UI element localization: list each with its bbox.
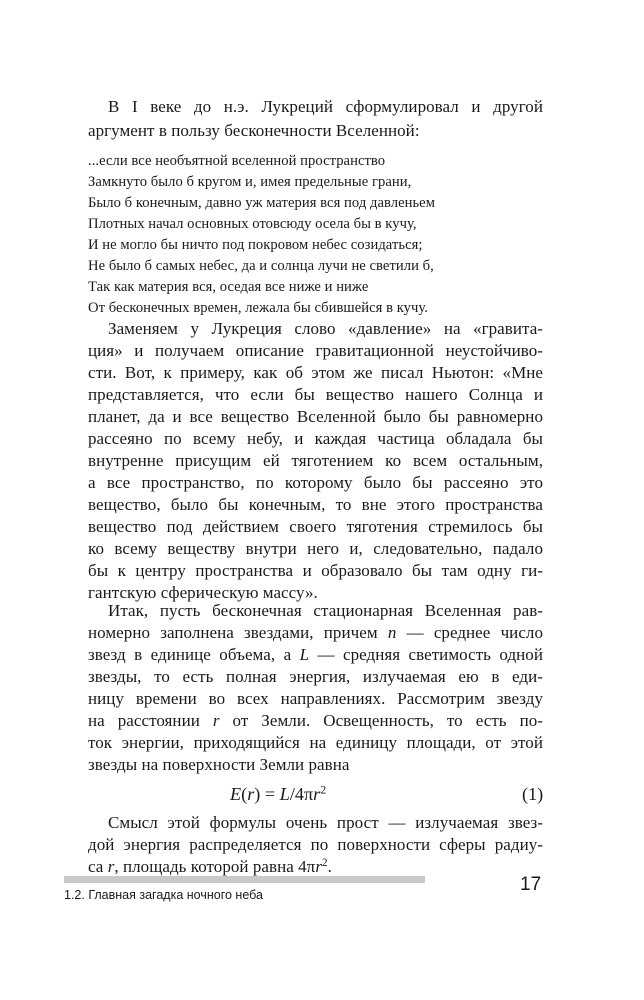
p3-line-2 (88, 622, 543, 644)
p2-line-2: ция» и получаем описание гравитационной неустойчиво- (88, 341, 543, 360)
p2-line-3: сти. Вот, к примеру, как об этом же писал Ньютон: «Мне (88, 363, 543, 382)
verse-line-3: Было б конечным, давно уж материя вся под давленьем (88, 195, 435, 211)
formula-exponent: 2 (320, 782, 327, 797)
variable-L: L (299, 645, 310, 664)
p3-line-2-text-a: номерно заполнена звездами, причем (88, 623, 388, 642)
variable-n: n (387, 623, 397, 642)
page-number: 17 (520, 874, 542, 895)
p3-line-1: Итак, пусть бесконечная стационарная Вселенная рав- (108, 601, 543, 620)
formula-L: L (279, 784, 290, 804)
p3-line-8: звезды на поверхности Земли равна (88, 755, 350, 774)
p2-line-10: вещество под действием своего тяготения стремилось бы (88, 517, 543, 536)
p4-line-3-text-a: са (88, 857, 108, 876)
p4-variable-r: r (107, 857, 115, 876)
p3-line-3 (88, 644, 543, 666)
p2-line-13: гантскую сферическую массу». (88, 583, 318, 602)
formula-r-denominator: r (313, 784, 321, 804)
p4-line-1: Смысл этой формулы очень прост — излучаемая звез- (108, 813, 543, 832)
p3-line-6-text-a: на расстоянии (88, 711, 213, 730)
p2-line-5: планет, да и все вещество Вселенной было бы равномерно (88, 407, 543, 426)
formula-equals: = (260, 784, 280, 804)
formula-r: r (247, 784, 255, 804)
p3-line-4: звезды, то есть полная энергия, излучаемая ею в еди- (88, 667, 543, 686)
formula-number: (1) (522, 784, 544, 804)
verse-line-1: ...если все необъятной вселенной пространство (88, 153, 386, 169)
p3-line-6 (88, 710, 543, 732)
p3-line-6-text-b: от Земли. Освещенность, то есть по- (219, 711, 543, 730)
intro-line-1: В I веке до н.э. Лукреций сформулировал и другой (108, 97, 543, 116)
p2-line-6: рассеяно по всему небу, и каждая частица обладала бы (88, 429, 543, 448)
p2-line-12: бы к центру пространства и образовало бы там одну ги- (88, 561, 543, 580)
p4-line-3-text-b: , площадь которой равна 4π (114, 857, 316, 876)
p4-line-2: дой энергия распределяется по поверхности сферы радиу- (88, 835, 543, 854)
formula-expression (230, 784, 326, 805)
footer-section-title: 1.2. Главная загадка ночного неба (64, 888, 263, 902)
intro-line-2: аргумент в пользу бесконечности Вселенной: (88, 121, 420, 140)
p4-line-3-text-c: . (327, 857, 332, 876)
verse-line-6: Не было б самых небес, да и солнца лучи не светили б, (88, 258, 434, 274)
formula-E: E (230, 784, 242, 804)
verse-line-4: Плотных начал основных отовсюду осела бы в кучу, (88, 216, 417, 232)
p2-line-1: Заменяем у Лукреция слово «давление» на «гравита- (108, 319, 543, 338)
p4-exponent: 2 (322, 856, 328, 869)
p3-line-7: ток энергии, приходящийся на единицу площади, от этой (88, 733, 543, 752)
p3-line-2-text-b: — среднее число (396, 623, 543, 642)
formula-open-paren: ( (241, 784, 248, 804)
p3-line-5: ницу времени во всех направлениях. Рассмотрим звезду (88, 689, 543, 708)
verse-line-5: И не могло бы ничто под покровом небес созидаться; (88, 237, 423, 253)
p3-line-3-text-a: звезд в единице объема, а (88, 645, 300, 664)
p2-line-7: внутренне присущим ей тяготением ко всем остальным, (88, 451, 543, 470)
p2-line-9: вещество, было бы конечным, то вне этого пространства (88, 495, 543, 514)
p4-line-3 (88, 856, 332, 878)
verse-line-7: Так как материя вся, оседая все ниже и ниже (88, 279, 369, 295)
p2-line-8: а все пространство, по которому было бы рассеяно это (88, 473, 543, 492)
p4-variable-r-area: r (315, 857, 322, 876)
p2-line-11: ко всему веществу внутри него и, следовательно, падало (88, 539, 543, 558)
footer-rule (64, 876, 425, 883)
formula-close-paren: ) (254, 784, 261, 804)
p3-line-3-text-b: — средняя светимость одной (309, 645, 543, 664)
verse-line-8: От бесконечных времен, лежала бы сбившейся в кучу. (88, 300, 428, 316)
variable-r: r (212, 711, 220, 730)
formula-denominator: /4π (289, 784, 314, 804)
verse-line-2: Замкнуто было б кругом и, имея предельные грани, (88, 174, 412, 190)
p2-line-4: представляется, что если бы вещество нашего Солнца и (88, 385, 543, 404)
